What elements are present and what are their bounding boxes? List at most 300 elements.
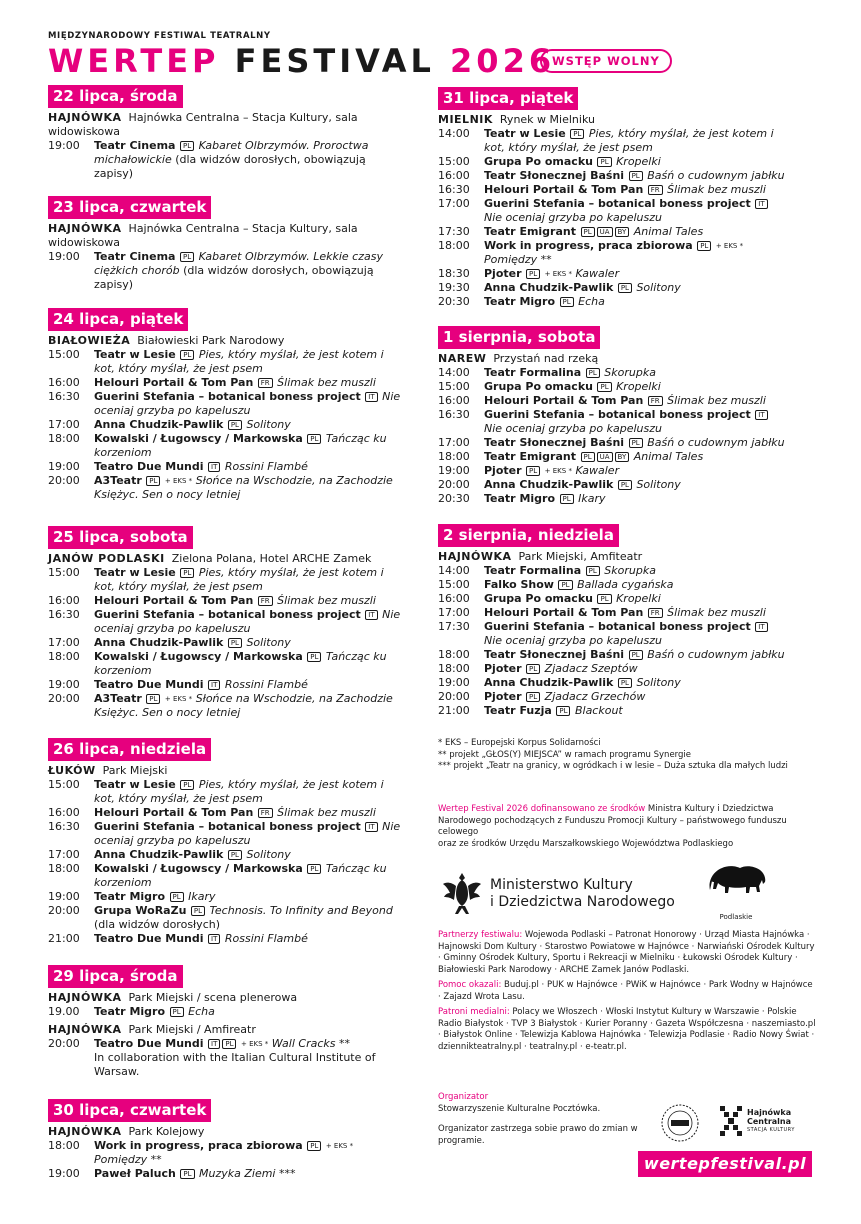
event-title: Echa [188,1005,215,1018]
country-tag: PL [228,850,242,860]
event-performer: Teatr w Lesie [94,566,176,579]
event-description [94,650,408,678]
hajnowka-centralna-logo [720,1106,795,1136]
event-description [94,890,408,904]
event-description [484,197,788,225]
venue-line [48,222,408,250]
organizer-label: Organizator [438,1092,489,1102]
country-tag: PL [618,678,632,688]
hajnowka-line-1: Hajnówka [747,1107,792,1117]
help-text: Buduj.pl · PUK w Hajnówce · PWiK w Hajnówce · Park Wodny w Hajnówce · Zajazd Wrota Lasu. [438,980,813,1002]
event-row [48,848,408,862]
country-tag: PL [180,350,194,360]
event-title: Nie oceniaj grzyba po kapeluszu [94,820,401,847]
venue-line [438,550,788,564]
event-note: (dla widzów dorosłych) [94,918,221,931]
event-title: Słońce na Wschodzie, na Zachodzie Księżyc. Sen o nocy letniej [94,692,393,719]
event-description [484,606,788,620]
day-title: 24 lipca, piątek [48,308,188,331]
event-performer: Teatro Due Mundi [94,932,204,945]
event-title: Kawaler [575,464,620,477]
event-performer: Helouri Portail & Tom Pan [484,183,644,196]
day-title: 23 lipca, czwartek [48,196,211,219]
event-row [438,620,788,648]
event-title: Tańcząc ku korzeniom [94,432,387,459]
event-row [438,578,788,592]
eagle-emblem-icon [442,870,482,918]
venue-place: Hajnówka Centralna – Stacja Kultury, sala widowiskowa [48,222,358,249]
event-performer: Teatr Słonecznej Baśni [484,648,625,661]
venue-place: Hajnówka Centralna – Stacja Kultury, sala widowiskowa [48,111,358,138]
event-performer: Grupa Po omacku [484,380,593,393]
country-tag: IT [208,680,220,690]
country-tag: PL [618,480,632,490]
event-description [484,578,788,592]
event-title: Zjadacz Szeptów [544,662,638,675]
country-tag: PL [307,864,321,874]
event-title: Tańcząc ku korzeniom [94,650,387,677]
event-time: 15:00 [438,155,470,168]
country-tag: PL [581,452,595,462]
event-performer: Helouri Portail & Tom Pan [94,594,254,607]
eks-marker: + EKS * [715,242,744,250]
event-title: Pies, który myślał, że jest kotem i kot, który myślał, że jest psem [94,778,384,805]
event-row [438,704,788,718]
event-note: In collaboration with the Italian Cultural Institute of Warsaw. [94,1051,376,1078]
venue-line [438,113,788,127]
event-performer: Grupa Po omacku [484,592,593,605]
event-row [438,295,788,309]
help-label: Pomoc okazali: [438,980,502,990]
event-title: Zjadacz Grzechów [544,690,646,703]
event-time: 18:00 [438,450,470,463]
website-link[interactable]: wertepfestival.pl [638,1151,812,1177]
event-description [94,806,408,820]
event-row [438,436,788,450]
event-title: Rossini Flambé [224,932,308,945]
venue-line [48,111,408,139]
country-tag: PL [560,494,574,504]
event-row [438,676,788,690]
venue-place: Białowieski Park Narodowy [137,334,285,347]
venue-line [48,334,408,348]
event-title: Rossini Flambé [224,460,308,473]
event-row [48,432,408,460]
event-description [484,394,788,408]
event-row [438,197,788,225]
event-row [438,492,788,506]
country-tag: PL [597,157,611,167]
country-tag: PL [618,283,632,293]
venue-city: HAJNÓWKA [48,1125,122,1138]
eks-marker: + EKS * [325,1142,354,1150]
event-description [484,690,788,704]
event-time: 20:00 [48,474,80,487]
event-row [48,904,408,932]
event-row [48,820,408,848]
media-text: Polacy we Włoszech · Włoski Instytut Kultury w Warszawie · Polskie Radio Białystok · TVP 3 Białystok · Kurier Poranny · Gazeta Współczesna · naszemiasto.pl · Białystok Online · Telewizja Kablowa Hajnówka · Telewizja Podlasie · Radio Nowy Świat · dziennikteatralny.pl · teatralny.pl · e-teatr.pl. [438,1007,816,1052]
event-time: 16:00 [438,169,470,182]
event-row [48,1139,408,1167]
event-title: Kropelki [616,380,661,393]
event-time: 18:00 [438,239,470,252]
event-row [438,155,788,169]
footnote: ** projekt „GŁOS(Y) MIEJSCA” w ramach programu Synergie [438,749,692,760]
country-tag: IT [208,1039,220,1049]
event-title: Pomiędzy ** [484,253,552,266]
country-tag: PL [146,694,160,704]
country-tag: FR [258,808,273,818]
event-time: 16:00 [48,376,80,389]
event-row [48,862,408,890]
event-description [94,678,408,692]
venue-city: JANÓW PODLASKI [48,552,165,565]
event-note: (dla widzów dorosłych, obowiązują zapisy) [94,264,374,291]
country-tag: PL [526,692,540,702]
event-performer: Teatro Due Mundi [94,1037,204,1050]
event-performer: Pjoter [484,662,522,675]
venue-line [48,1023,408,1037]
event-row [48,1167,408,1181]
event-description [484,225,788,239]
event-performer: Grupa Po omacku [484,155,593,168]
venue-place: Zielona Polana, Hotel ARCHE Zamek [171,552,372,565]
venue-place: Park Miejski, Amfiteatr [518,550,643,563]
country-tag: IT [755,199,767,209]
event-title: Solitony [636,676,681,689]
day-title: 31 lipca, piątek [438,87,578,110]
event-time: 16:30 [438,408,470,421]
event-performer: Anna Chudzik-Pawlik [484,281,614,294]
event-description [484,366,788,380]
event-time: 19.00 [48,1005,80,1018]
event-performer: A3Teatr [94,692,142,705]
event-time: 19:00 [438,464,470,477]
event-description [94,376,408,390]
event-title: Wall Cracks ** [271,1037,350,1050]
funding-text-2: oraz ze środków Urzędu Marszałkowskiego Województwa Podlaskiego [438,838,734,849]
event-title: Ślimak bez muszli [667,606,766,619]
event-row [48,650,408,678]
bison-icon [704,860,768,908]
event-title: Solitony [636,281,681,294]
event-time: 20:00 [48,904,80,917]
event-title: Kropelki [616,155,661,168]
event-title: Nie oceniaj grzyba po kapeluszu [94,390,401,417]
event-title: Solitony [246,848,291,861]
event-description [94,390,408,418]
country-tag: UA [597,227,613,237]
country-tag: PL [170,1007,184,1017]
eks-marker: + EKS * [164,695,193,703]
event-description [94,904,408,932]
event-time: 15:00 [48,778,80,791]
event-row [438,690,788,704]
event-performer: Kowalski / Ługowscy / Markowska [94,650,303,663]
event-time: 19:00 [48,139,80,152]
organizer-name: Stowarzyszenie Kulturalne Pocztówka. [438,1103,601,1114]
event-performer: Teatro Due Mundi [94,460,204,473]
event-description [484,127,788,155]
event-row [48,566,408,594]
event-description [484,564,788,578]
event-title: Skorupka [604,366,656,379]
event-time: 18:00 [438,648,470,661]
event-title: Ballada cygańska [577,578,674,591]
event-time: 16:30 [48,820,80,833]
event-description [484,620,788,648]
event-description [484,408,788,436]
country-tag: IT [755,622,767,632]
festival-title [48,41,555,81]
event-description [484,662,788,676]
event-row [438,366,788,380]
country-tag: FR [258,378,273,388]
event-performer: Guerini Stefania – botanical boness project [94,608,361,621]
event-time: 16:30 [48,390,80,403]
country-tag: PL [586,368,600,378]
venue-city: HAJNÓWKA [48,991,122,1004]
event-time: 18:00 [438,662,470,675]
event-time: 16:30 [48,608,80,621]
venue-place: Rynek w Mielniku [499,113,595,126]
event-performer: Grupa WoRaZu [94,904,187,917]
event-performer: Anna Chudzik-Pawlik [94,848,224,861]
country-tag: IT [365,610,377,620]
event-title: Tańcząc ku korzeniom [94,862,387,889]
venue-city: HAJNÓWKA [438,550,512,563]
country-tag: PL [307,652,321,662]
event-performer: Pjoter [484,464,522,477]
event-performer: Helouri Portail & Tom Pan [484,394,644,407]
event-performer: Guerini Stefania – botanical boness project [484,197,751,210]
title-festival: FESTIVAL [234,42,435,80]
event-description [94,1005,408,1019]
country-tag: PL [222,1039,236,1049]
venue-place: Przystań nad rzeką [493,352,599,365]
event-row [438,662,788,676]
event-description [94,460,408,474]
event-time: 20:30 [438,295,470,308]
event-row [438,408,788,436]
country-tag: IT [755,410,767,420]
event-row [48,1037,408,1079]
event-title: Ślimak bez muszli [277,806,376,819]
event-time: 17:30 [438,620,470,633]
event-performer: Anna Chudzik-Pawlik [94,636,224,649]
country-tag: IT [208,462,220,472]
media-label: Patroni medialni: [438,1007,510,1017]
day-block [48,1099,408,1181]
free-entry-badge: WSTĘP WOLNY [540,49,672,73]
event-title: Ikary [578,492,606,505]
event-time: 18:00 [48,650,80,663]
pocztowka-stamp-logo [660,1103,700,1143]
event-row [438,380,788,394]
event-time: 20:30 [438,492,470,505]
country-tag: PL [697,241,711,251]
event-row [48,890,408,904]
event-row [438,169,788,183]
event-time: 19:00 [48,460,80,473]
event-description [484,267,788,281]
partners-section [438,930,818,1057]
event-time: 19:00 [48,678,80,691]
country-tag: PL [180,568,194,578]
podlaskie-label: Podlaskie [719,913,753,921]
event-description [94,250,408,292]
event-description [484,492,788,506]
event-description [484,592,788,606]
country-tag: PL [191,906,205,916]
day-title: 22 lipca, środa [48,85,183,108]
event-description [94,566,408,594]
event-time: 14:00 [438,366,470,379]
event-time: 19:00 [48,1167,80,1180]
event-time: 18:00 [48,432,80,445]
venue-line [48,764,408,778]
event-row [48,678,408,692]
event-title: Kabaret Olbrzymów. Proroctwa michałowickie [94,139,369,166]
funding-note [438,804,818,850]
event-performer: Teatr w Lesie [94,778,176,791]
day-block [48,308,408,502]
venue-place: Park Miejski / Amfireatr [128,1023,256,1036]
event-title: Baśń o cudownym jabłku [647,169,785,182]
event-row [48,418,408,432]
event-performer: Teatr Cinema [94,139,176,152]
country-tag: BY [615,227,630,237]
event-row [438,478,788,492]
event-time: 15:00 [48,566,80,579]
event-description [484,183,788,197]
country-tag: PL [558,580,572,590]
event-title: Pies, który myślał, że jest kotem i kot, który myślał, że jest psem [94,348,384,375]
event-performer: Helouri Portail & Tom Pan [94,806,254,819]
event-time: 16:00 [48,594,80,607]
event-description [94,862,408,890]
podlaskie-logo [704,860,768,922]
ministry-name [490,877,675,911]
funding-text: Ministra Kultury i Dziedzictwa Narodowego pochodzących z Funduszu Promocji Kultury – państwowego funduszu celowego [438,804,787,837]
day-title: 1 sierpnia, sobota [438,326,600,349]
event-performer: Anna Chudzik-Pawlik [484,478,614,491]
event-description [94,1167,408,1181]
event-row [438,127,788,155]
venue-line [48,552,408,566]
event-description [94,1139,408,1167]
partners-text: Wojewoda Podlaski – Patronat Honorowy · Urząd Miasta Hajnówka · Hajnowski Dom Kultury · Starostwo Powiatowe w Hajnówce · Narwiański Ośrodek Kultury · Gminny Ośrodek Kultury, Sportu i Rekreacji w Mielniku · Łukowski Ośrodek Kultury · Białowieski Park Narodowy · ARCHE Zamek Janów Podlaski. [438,930,815,975]
event-title: Solitony [246,418,291,431]
event-performer: Pjoter [484,690,522,703]
event-description [94,848,408,862]
event-title: Animal Tales [633,225,704,238]
country-tag: FR [648,608,663,618]
country-tag: PL [146,476,160,486]
day-block [438,524,788,718]
stamp-icon [660,1103,700,1143]
venue-city: HAJNÓWKA [48,1023,122,1036]
funding-lead: Wertep Festival 2026 dofinansowano ze środków [438,804,646,814]
event-title: Ślimak bez muszli [277,376,376,389]
event-performer: Kowalski / Ługowscy / Markowska [94,862,303,875]
event-description [484,478,788,492]
event-title: Nie oceniaj grzyba po kapeluszu [94,608,401,635]
event-performer: Guerini Stefania – botanical boness project [484,620,751,633]
organizer-disclaimer: Organizator zastrzega sobie prawo do zmian w programie. [438,1124,638,1146]
event-title: Ślimak bez muszli [667,183,766,196]
country-tag: PL [629,438,643,448]
partners-block [438,930,818,976]
event-performer: Teatr Formalina [484,366,582,379]
country-tag: PL [180,780,194,790]
hajnowka-logo-text [747,1108,795,1135]
event-row [48,474,408,502]
country-tag: PL [581,227,595,237]
venue-line [48,1125,408,1139]
ministry-logo [442,868,682,920]
event-time: 17:30 [438,225,470,238]
event-row [48,806,408,820]
event-performer: Teatr Fuzja [484,704,552,717]
event-performer: Teatr Migro [94,890,166,903]
event-performer: A3Teatr [94,474,142,487]
event-row [438,267,788,281]
event-performer: Teatr Formalina [484,564,582,577]
event-description [484,380,788,394]
event-title: Słońce na Wschodzie, na Zachodzie Księżyc. Sen o nocy letniej [94,474,393,501]
event-note: (dla widzów dorosłych, obowiązują zapisy) [94,153,366,180]
event-time: 18:00 [48,862,80,875]
event-performer: Guerini Stefania – botanical boness project [484,408,751,421]
event-performer: Teatr Migro [484,492,556,505]
country-tag: PL [556,706,570,716]
country-tag: PL [526,664,540,674]
event-performer: Teatr w Lesie [484,127,566,140]
event-title: Pies, który myślał, że jest kotem i kot, który myślał, że jest psem [484,127,774,154]
event-description [484,464,788,478]
event-time: 14:00 [438,127,470,140]
event-row [438,281,788,295]
event-title: Technosis. To Infinity and Beyond [209,904,393,917]
day-title: 25 lipca, sobota [48,526,193,549]
event-row [438,450,788,464]
country-tag: PL [307,1141,321,1151]
event-description [94,608,408,636]
organizer-section [438,1092,648,1147]
event-row [48,348,408,376]
eks-marker: + EKS * [544,270,572,278]
country-tag: PL [228,420,242,430]
event-time: 17:00 [438,436,470,449]
event-time: 20:00 [48,692,80,705]
event-performer: Teatr Cinema [94,250,176,263]
event-title: Rossini Flambé [224,678,308,691]
day-title: 29 lipca, środa [48,965,183,988]
event-title: Solitony [246,636,291,649]
ministry-line-2: i Dziedzictwa Narodowego [490,894,675,910]
event-performer: Teatr Emigrant [484,225,576,238]
event-description [94,1037,408,1079]
event-time: 16:00 [438,394,470,407]
event-description [94,636,408,650]
event-description [484,676,788,690]
event-performer: Pjoter [484,267,522,280]
event-row [48,636,408,650]
event-time: 18:30 [438,267,470,280]
event-title: Pomiędzy ** [94,1153,162,1166]
event-row [48,390,408,418]
